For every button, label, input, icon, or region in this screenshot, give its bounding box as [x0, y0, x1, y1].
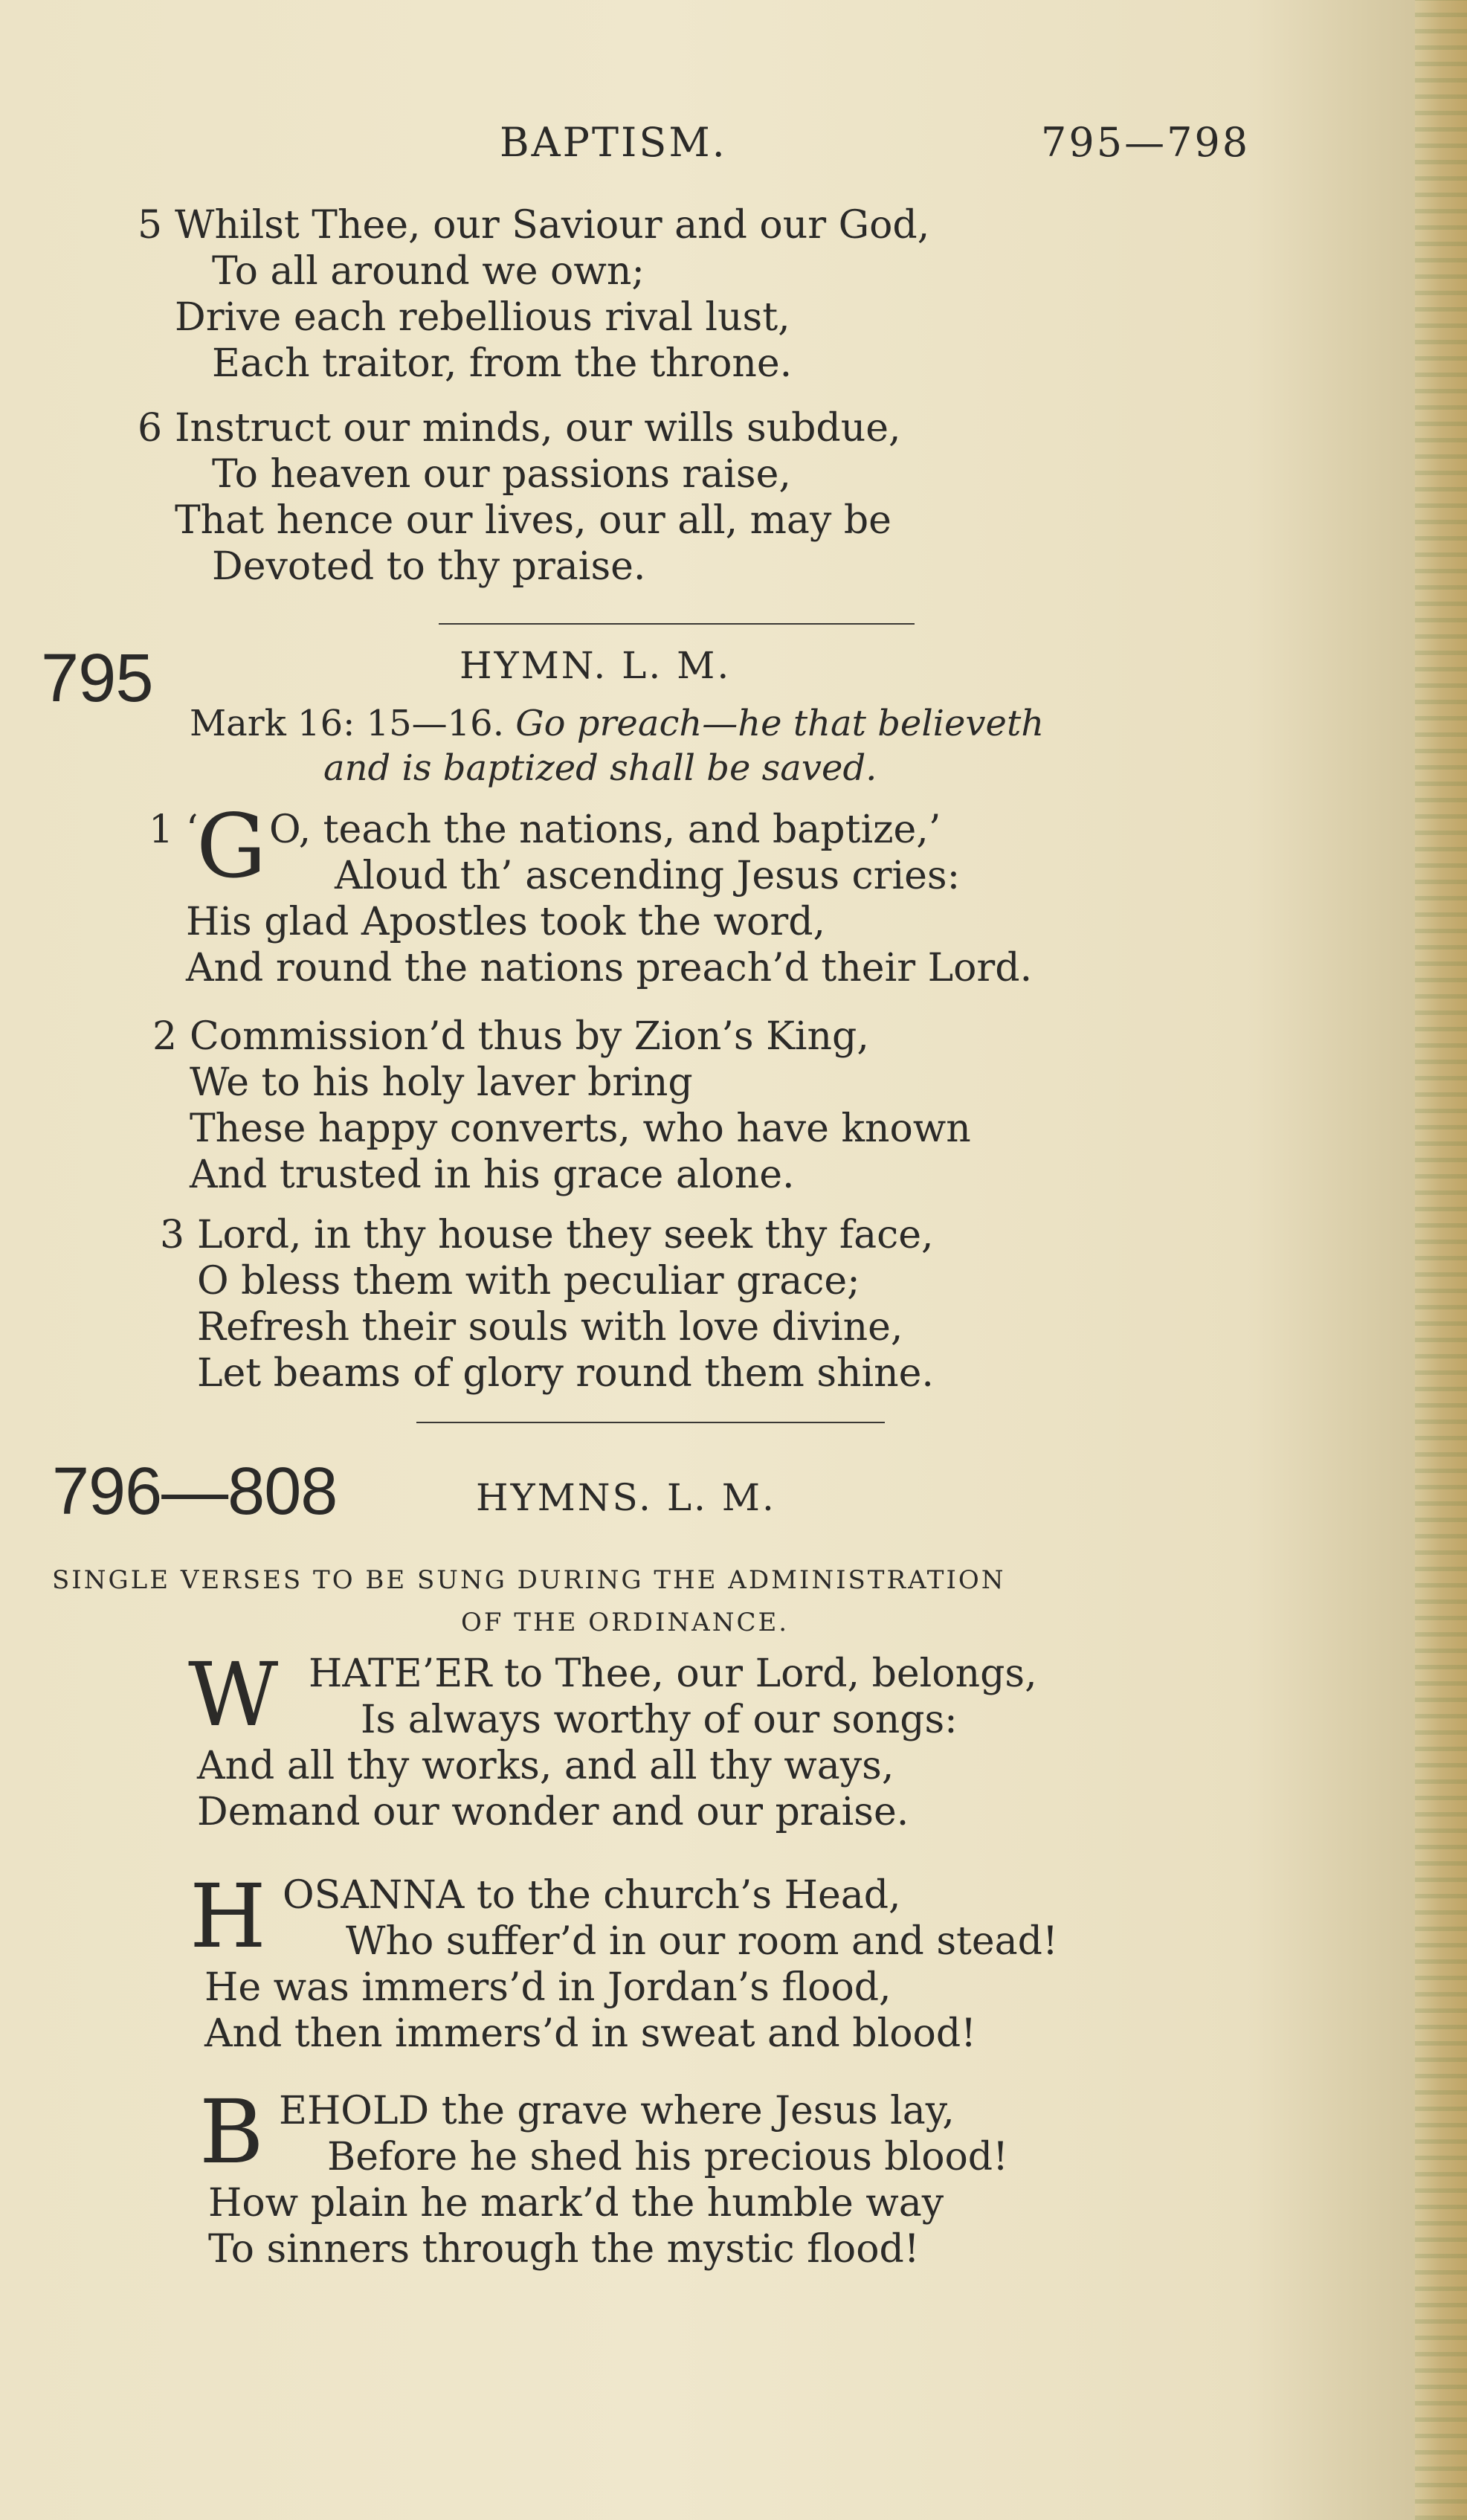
- verse-line: To heaven our passions raise,: [212, 452, 791, 497]
- verse-line: And all thy works, and all thy ways,: [197, 1744, 894, 1788]
- verse-line: O, teach the nations, and baptize,’: [269, 808, 941, 852]
- verse-line: How plain he mark’d the humble way: [208, 2181, 944, 2226]
- open-quote: ‘: [186, 808, 199, 852]
- hymn-number: 795: [41, 640, 153, 716]
- drop-cap: B: [199, 2081, 264, 2183]
- verse-line: Before he shed his precious blood!: [327, 2135, 1008, 2179]
- stanza-behold: [199, 2081, 1008, 2272]
- page-edge: [1415, 0, 1467, 2520]
- verse-line: Refresh their souls with love divine,: [197, 1305, 903, 1350]
- verse-line: Commission’d thus by Zion’s King,: [190, 1014, 869, 1059]
- verse-number: 6: [138, 406, 163, 451]
- hymn795-verse-2: [152, 1014, 971, 1198]
- verse-number: 3: [160, 1213, 185, 1257]
- verse-line: Let beams of glory round them shine.: [197, 1351, 934, 1396]
- verse-line: HATE’ER to Thee, our Lord, belongs,: [309, 1651, 1037, 1696]
- page-range: 795—798: [1041, 119, 1251, 166]
- verse-line: Whilst Thee, our Saviour and our God,: [175, 203, 930, 248]
- verse-number: 1: [149, 808, 174, 852]
- verse-line: Aloud th’ ascending Jesus cries:: [335, 854, 961, 898]
- verse-line: EHOLD the grave where Jesus lay,: [279, 2089, 955, 2133]
- verse-line: And round the nations preach’d their Lord.: [186, 946, 1033, 990]
- scripture-reference-cont: [323, 747, 877, 789]
- verse-line: Is always worthy of our songs:: [361, 1698, 958, 1742]
- hymn-heading: HYMN. L. M.: [460, 644, 732, 687]
- drop-cap: H: [190, 1865, 266, 1968]
- hymn795-verse-3: [160, 1212, 934, 1396]
- verse-line: OSANNA to the church’s Head,: [283, 1873, 901, 1918]
- verse-line: Demand our wonder and our praise.: [197, 1790, 909, 1834]
- verse-5: [138, 202, 930, 387]
- verse-line: Devoted to thy praise.: [212, 544, 646, 589]
- scripture-reference: [190, 703, 1044, 744]
- running-title: BAPTISM.: [500, 119, 727, 166]
- verse-line: Each traitor, from the throne.: [212, 341, 793, 386]
- verse-line: And trusted in his grace alone.: [190, 1153, 795, 1197]
- reference-text: Go preach—he that believeth: [515, 703, 1045, 744]
- verse-line: And then immers’d in sweat and blood!: [204, 2011, 977, 2056]
- hymns-subtitle: SINGLE VERSES TO BE SUNG DURING THE ADMINISTRATION: [52, 1565, 1006, 1595]
- verse-line: His glad Apostles took the word,: [186, 900, 826, 944]
- hymns-heading: HYMNS. L. M.: [476, 1476, 776, 1519]
- drop-cap: W: [188, 1643, 279, 1746]
- stanza-whatever: [188, 1643, 1037, 1835]
- section-divider: [416, 1422, 885, 1423]
- verse-line: Lord, in thy house they seek thy face,: [197, 1213, 934, 1257]
- verse-line: O bless them with peculiar grace;: [197, 1259, 860, 1303]
- reference-text: and is baptized shall be saved.: [323, 747, 877, 789]
- verse-6: [138, 405, 901, 590]
- drop-cap: G: [196, 795, 267, 898]
- verse-line: He was immers’d in Jordan’s flood,: [204, 1965, 892, 2010]
- verse-number: 5: [138, 203, 163, 248]
- stanza-hosanna: [190, 1865, 1058, 2057]
- reference-citation: Mark 16: 15—16.: [190, 703, 504, 744]
- hymns-subtitle-cont: OF THE ORDINANCE.: [461, 1608, 790, 1637]
- verse-line: We to his holy laver bring: [190, 1060, 693, 1105]
- hymns-range: 796—808: [52, 1454, 338, 1529]
- verse-line: That hence our lives, our all, may be: [175, 498, 892, 543]
- section-divider: [439, 623, 915, 625]
- verse-line: Who suffer’d in our room and stead!: [346, 1919, 1058, 1964]
- verse-line: To sinners through the mystic flood!: [208, 2227, 920, 2272]
- verse-line: To all around we own;: [212, 249, 645, 294]
- verse-number: 2: [152, 1014, 178, 1059]
- hymn795-verse-1: [149, 795, 1033, 991]
- verse-line: These happy converts, who have known: [190, 1106, 971, 1151]
- verse-line: Drive each rebellious rival lust,: [175, 295, 790, 340]
- verse-line: Instruct our minds, our wills subdue,: [175, 406, 901, 451]
